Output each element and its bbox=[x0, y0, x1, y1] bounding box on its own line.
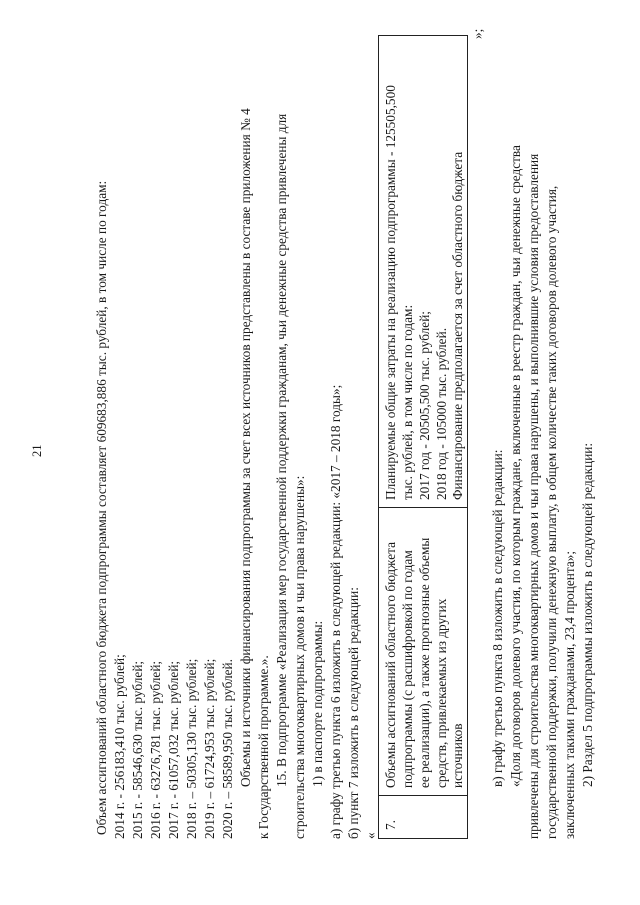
table-left-cell-line: подпрограммы (с расшифровкой по годам bbox=[400, 550, 415, 788]
open-quote: « bbox=[363, 832, 378, 839]
funding-intro-line: Объем ассигнований областного бюджета подпрограммы составляет 609683,886 тыс. рублей, в том числе по годам: bbox=[94, 180, 109, 835]
year-line: 2015 г. - 58546,630 тыс. рублей; bbox=[130, 660, 145, 839]
table-left-cell-line: Объемы ассигнований областного бюджета bbox=[383, 542, 398, 788]
subitem-line: а) графу третью пункта 6 изложить в следующей редакции: «2017 – 2018 годы»; bbox=[328, 384, 343, 839]
year-line: 2019 г. – 61724,953 тыс. рублей; bbox=[202, 658, 217, 839]
sources-paragraph-line: Объемы и источники финансирования подпрограммы за счет всех источников представлены в составе приложения № 4 bbox=[238, 108, 253, 787]
passport-table bbox=[378, 35, 468, 839]
table-left-cell-line: ее реализации), а также прогнозные объемы bbox=[417, 537, 432, 788]
page-number: 21 bbox=[30, 444, 44, 457]
paragraph-e: 2) Раздел 5 подпрограммы изложить в следующей редакции: bbox=[580, 442, 595, 787]
year-line: 2020 г. – 58589,950 тыс. рублей. bbox=[220, 659, 235, 839]
table-right-cell-line: 2017 год - 20505,500 тыс. рублей; bbox=[417, 310, 432, 500]
table-divider bbox=[379, 795, 467, 796]
table-right-cell-line: Планируемые общие затраты на реализацию подпрограммы - 125505,500 bbox=[383, 85, 398, 500]
year-line: 2014 г. - 256183,410 тыс. рублей; bbox=[112, 654, 127, 839]
table-right-cell-line: тыс. рублей, в том числе по годам: bbox=[400, 304, 415, 500]
year-line: 2018 г. – 50305,130 тыс. рублей; bbox=[184, 658, 199, 839]
paragraph-c: в) графу третью пункта 8 изложить в следующей редакции: bbox=[490, 449, 505, 787]
paragraph-d-line: привлечены для строительства многоквартирных домов и чьи права нарушены, и выполнившие условия предоставления bbox=[526, 153, 541, 839]
year-line: 2017 г. - 61057,032 тыс. рублей; bbox=[166, 660, 181, 839]
paragraph-d-line: государственной поддержки, получили денежную выплату, в общем количестве таких договоров долевого участия, bbox=[544, 185, 559, 839]
item-15-line: строительства многоквартирных домов и чьи права нарушены»: bbox=[292, 475, 307, 839]
table-row-number: 7. bbox=[383, 820, 398, 830]
subitem-line: б) пункт 7 изложить в следующей редакции: bbox=[346, 587, 361, 839]
paragraph-d-line: заключенных такими гражданами, 23,4 процента»; bbox=[562, 550, 577, 839]
table-right-cell-line: 2018 год - 105000 тыс. рублей. bbox=[434, 327, 449, 500]
subitem-line: 1) в паспорте подпрограммы: bbox=[310, 620, 325, 787]
close-quote: »; bbox=[470, 28, 485, 39]
table-divider bbox=[379, 507, 467, 508]
table-left-cell-line: средств, привлекаемых из других bbox=[434, 598, 449, 788]
item-15-line: 15. В подпрограмме «Реализация мер государственной поддержки гражданам, чьи денежные средства привлечены для bbox=[274, 113, 289, 787]
sources-paragraph-line: к Государственной программе.». bbox=[256, 655, 271, 839]
paragraph-d-line: «Доля договоров долевого участия, по которым граждане, включенные в реестр граждан, чьи денежные средства bbox=[508, 145, 523, 787]
table-right-cell-line: Финансирование предполагается за счет областного бюджета bbox=[450, 151, 465, 500]
year-line: 2016 г. - 63276,781 тыс. рублей; bbox=[148, 660, 163, 839]
table-left-cell-line: источников bbox=[450, 723, 465, 788]
